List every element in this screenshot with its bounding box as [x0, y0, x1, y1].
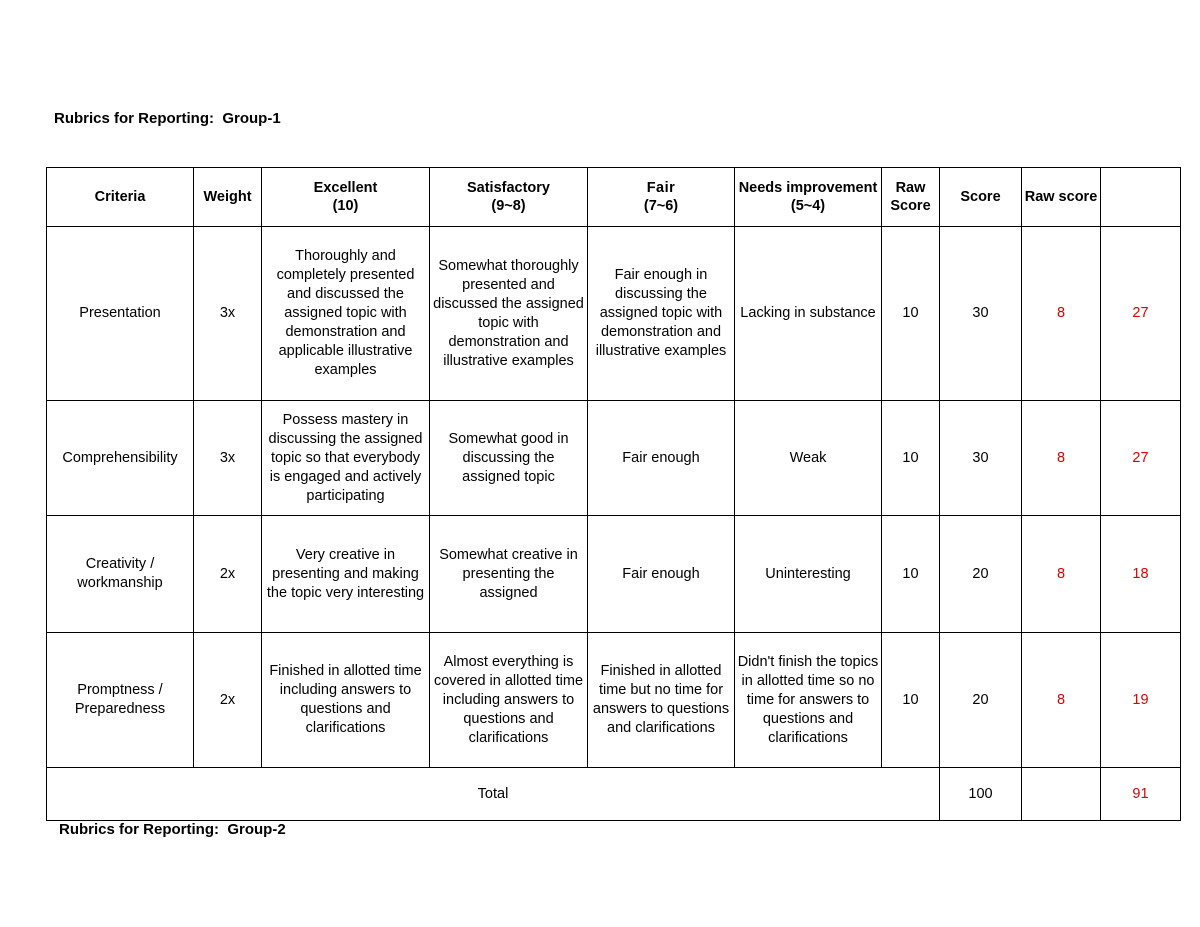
satisfactory-cell: Somewhat thoroughly presented and discussed the assigned topic with demonstration and illustrative examples [430, 227, 588, 401]
raw-score-2-cell: 8 [1022, 633, 1101, 768]
needs-cell: Didn't finish the topics in allotted time so no time for answers to questions and clarifications [735, 633, 882, 768]
fair-cell: Fair enough [588, 401, 735, 516]
weight-cell: 2x [194, 633, 262, 768]
header-raw-score-2: Raw score [1022, 168, 1101, 227]
score-cell: 30 [940, 401, 1022, 516]
weight-cell: 3x [194, 227, 262, 401]
raw-score-1-cell: 10 [882, 633, 940, 768]
needs-cell: Weak [735, 401, 882, 516]
excellent-cell: Very creative in presenting and making the topic very interesting [262, 516, 430, 633]
excellent-cell: Thoroughly and completely presented and discussed the assigned topic with demonstration and applicable illustrative examples [262, 227, 430, 401]
table-row [47, 516, 1181, 633]
table-row [47, 633, 1181, 768]
raw-score-1-cell: 10 [882, 227, 940, 401]
last-cell: 27 [1101, 227, 1181, 401]
excellent-cell: Finished in allotted time including answers to questions and clarifications [262, 633, 430, 768]
raw-score-2-cell: 8 [1022, 401, 1101, 516]
weight-cell: 3x [194, 401, 262, 516]
needs-cell: Uninteresting [735, 516, 882, 633]
fair-cell: Fair enough in discussing the assigned topic with demonstration and illustrative examples [588, 227, 735, 401]
rubric-title-group-1: Rubrics for Reporting: Group-1 [54, 110, 281, 127]
rubric-title-group-2: Rubrics for Reporting: Group-2 [59, 821, 286, 838]
header-excellent-range: (10) [332, 198, 359, 214]
total-score: 100 [940, 768, 1022, 821]
total-label: Total [47, 768, 940, 821]
raw-score-2-cell: 8 [1022, 516, 1101, 633]
last-cell: 18 [1101, 516, 1181, 633]
score-cell: 30 [940, 227, 1022, 401]
satisfactory-cell: Somewhat creative in presenting the assigned [430, 516, 588, 633]
fair-cell: Finished in allotted time but no time for answers to questions and clarifications [588, 633, 735, 768]
criteria-cell: Promptness / Preparedness [47, 633, 194, 768]
criteria-cell: Comprehensibility [47, 401, 194, 516]
header-criteria: Criteria [47, 168, 194, 227]
header-fair [588, 168, 735, 227]
header-satisfactory [430, 168, 588, 227]
header-satisfactory-label: Satisfactory [466, 179, 550, 196]
header-fair-label: Fair [646, 179, 676, 196]
satisfactory-cell: Somewhat good in discussing the assigned topic [430, 401, 588, 516]
table-row [47, 401, 1181, 516]
satisfactory-cell: Almost everything is covered in allotted time including answers to questions and clarifications [430, 633, 588, 768]
fair-cell: Fair enough [588, 516, 735, 633]
header-score: Score [940, 168, 1022, 227]
header-last [1101, 168, 1181, 227]
rubric-table [46, 167, 1181, 821]
score-cell: 20 [940, 516, 1022, 633]
header-raw-score-1: Raw Score [882, 168, 940, 227]
criteria-cell: Creativity / workmanship [47, 516, 194, 633]
total-raw-score-2 [1022, 768, 1101, 821]
header-excellent-label: Excellent [313, 179, 378, 196]
raw-score-1-cell: 10 [882, 401, 940, 516]
score-cell: 20 [940, 633, 1022, 768]
needs-cell: Lacking in substance [735, 227, 882, 401]
header-fair-range: (7~6) [643, 198, 679, 214]
last-cell: 27 [1101, 401, 1181, 516]
header-needs-range: (5~4) [790, 198, 826, 214]
header-row [47, 168, 1181, 227]
header-needs-improvement [735, 168, 882, 227]
header-satisfactory-range: (9~8) [491, 198, 526, 214]
header-weight: Weight [194, 168, 262, 227]
criteria-cell: Presentation [47, 227, 194, 401]
excellent-cell: Possess mastery in discussing the assigned topic so that everybody is engaged and actively participating [262, 401, 430, 516]
total-last: 91 [1101, 768, 1181, 821]
header-needs-label: Needs improvement [738, 179, 878, 196]
raw-score-2-cell: 8 [1022, 227, 1101, 401]
raw-score-1-cell: 10 [882, 516, 940, 633]
header-excellent [262, 168, 430, 227]
last-cell: 19 [1101, 633, 1181, 768]
weight-cell: 2x [194, 516, 262, 633]
total-row [47, 768, 1181, 821]
table-row [47, 227, 1181, 401]
